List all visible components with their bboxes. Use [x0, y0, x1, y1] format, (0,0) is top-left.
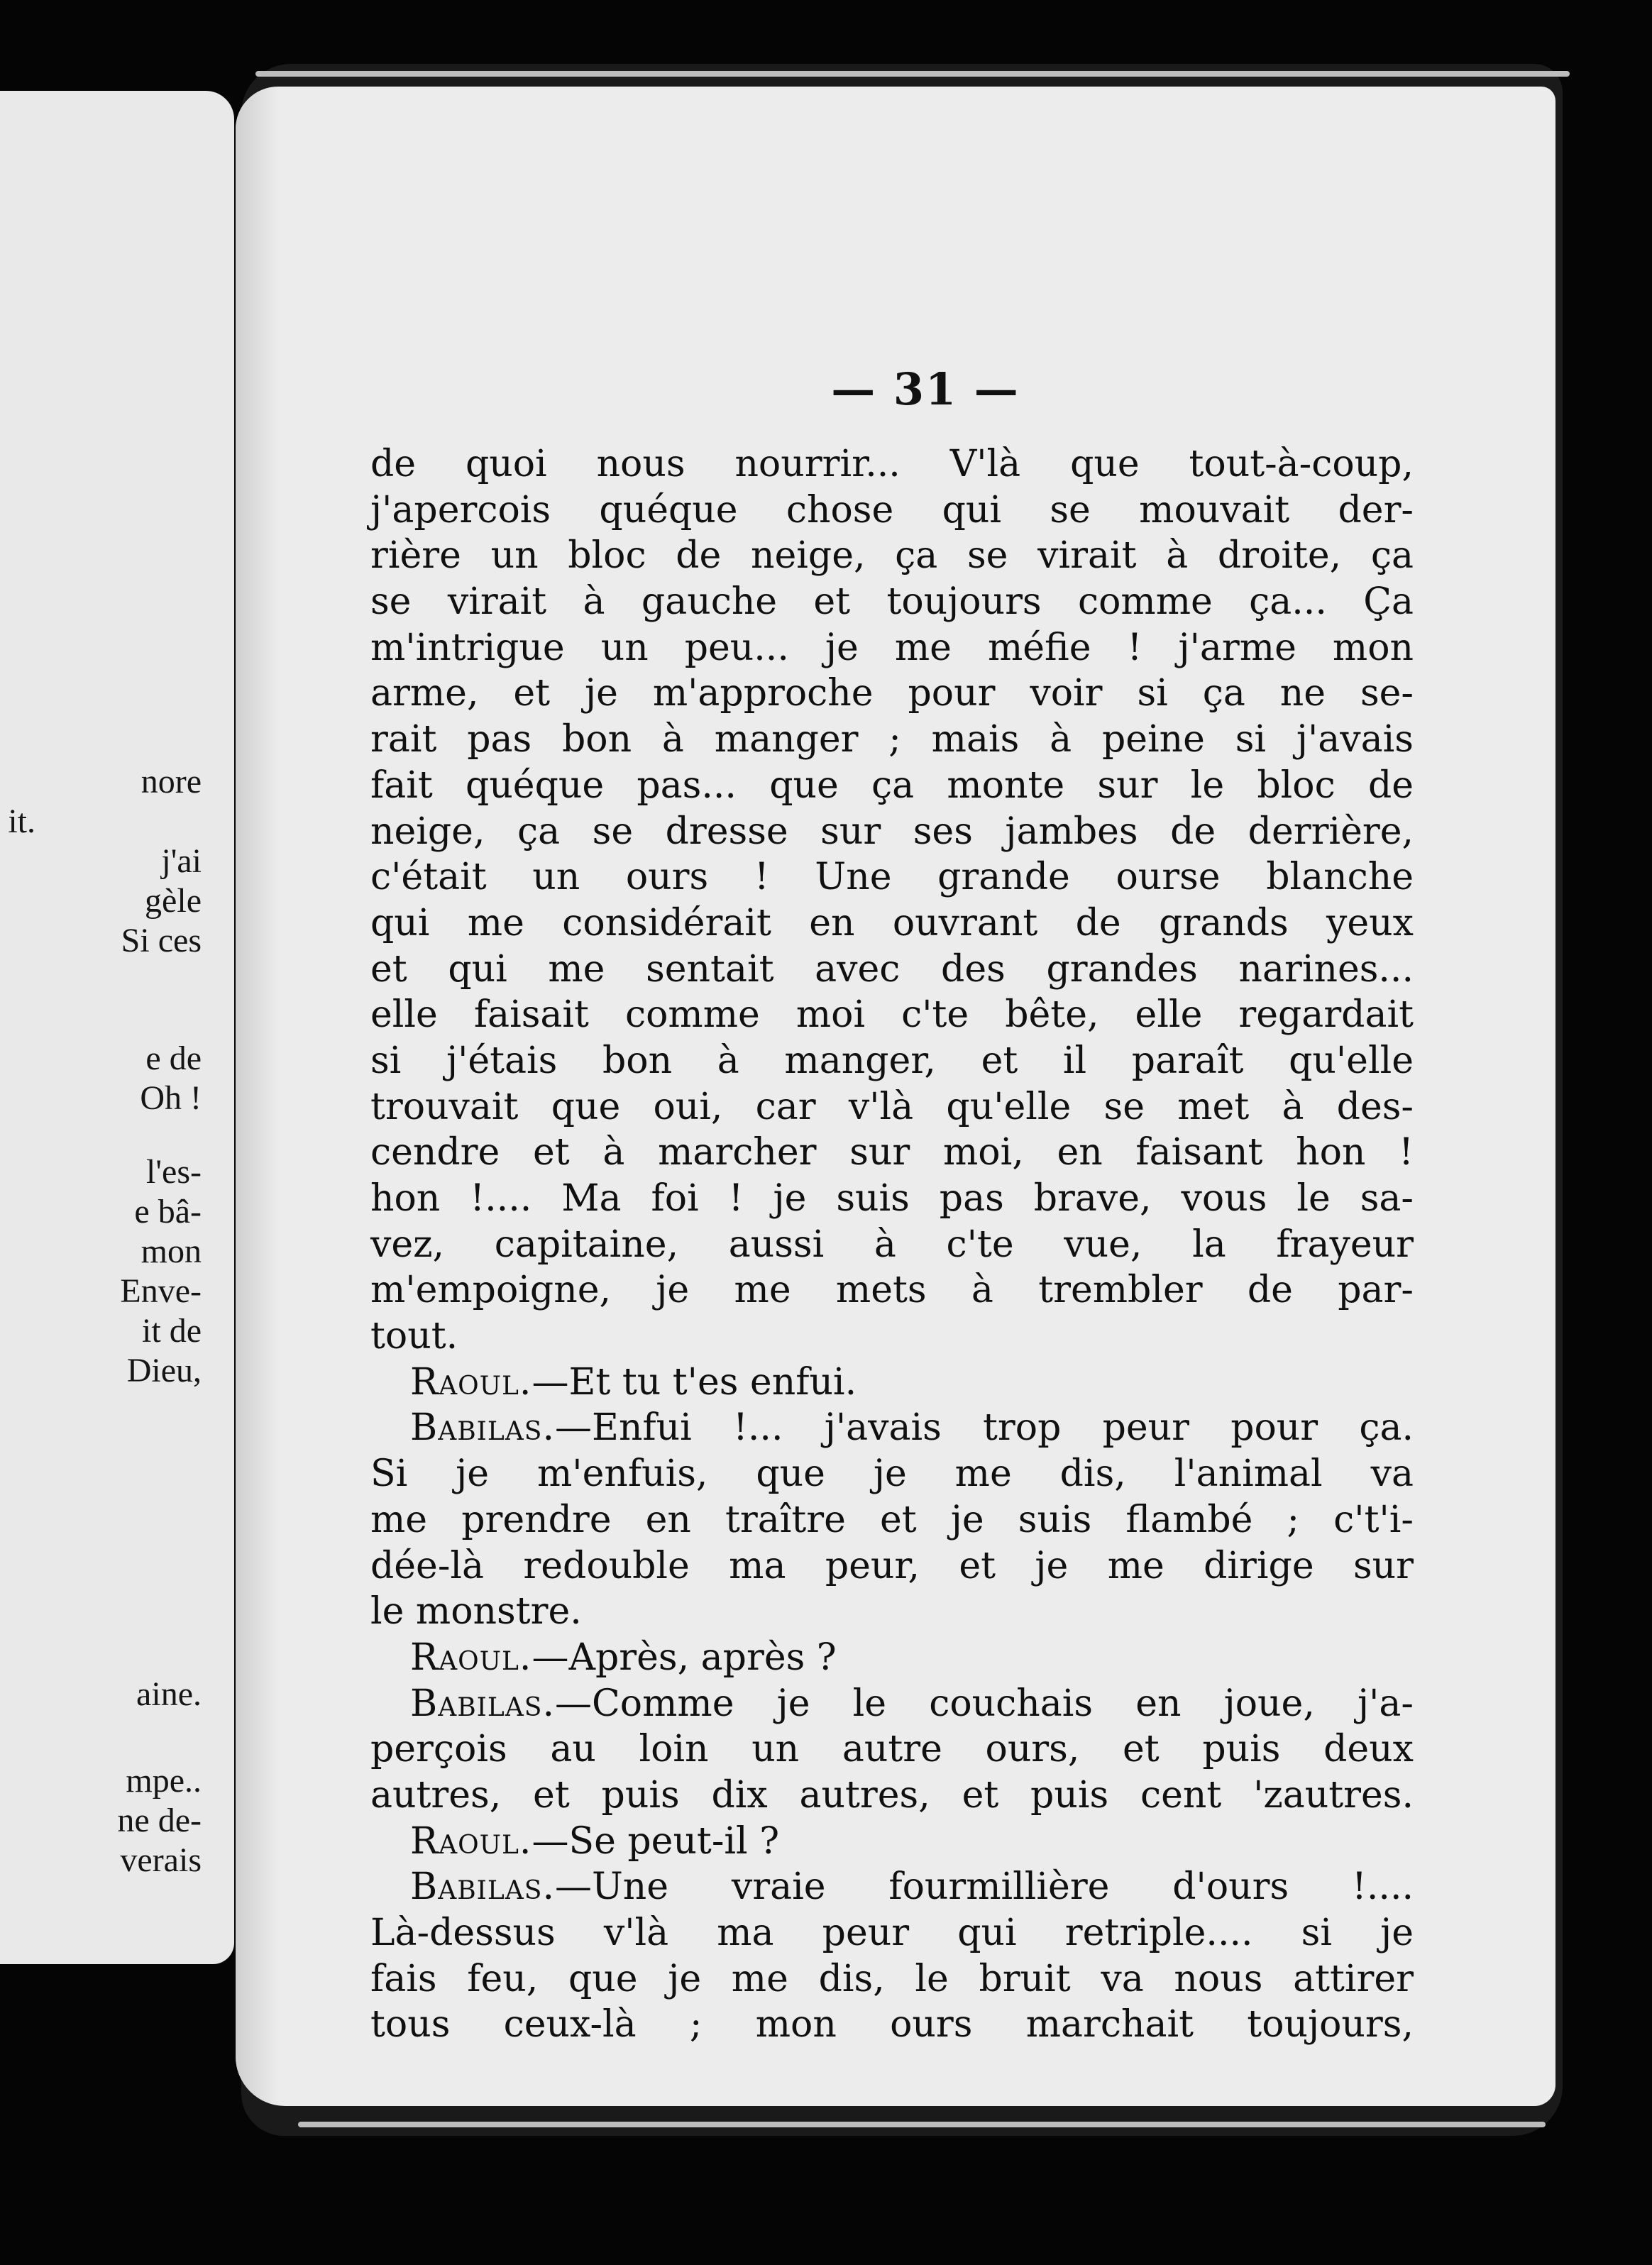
text-line: c'était un ours ! Une grande ourse blanche [370, 856, 1414, 899]
text-line: perçois au loin un autre ours, et puis deux [370, 1728, 1414, 1771]
text-line: si j'étais bon à manger, et il paraît qu'elle [370, 1039, 1414, 1082]
dialogue-line [370, 1635, 1414, 1681]
speaker-name: Raoul. [410, 1636, 532, 1679]
dialogue-line [370, 1819, 1414, 1865]
left-page-fragment: aine. [136, 1675, 202, 1713]
text-line: m'empoigne, je me mets à trembler de par- [370, 1269, 1414, 1312]
text-line: dée-là redouble ma peur, et je me dirige sur [370, 1544, 1414, 1587]
left-page-fragment: ne de- [117, 1802, 202, 1839]
dialogue-text: —Comme je le couchais en joue, j'a- [554, 1682, 1414, 1725]
text-line: rière un bloc de neige, ça se virait à droite, ça [370, 534, 1414, 578]
text-line: fais feu, que je me dis, le bruit va nous attirer [370, 1957, 1414, 2000]
book-page [236, 87, 1555, 2106]
text-line: trouvait que oui, car v'là qu'elle se met à des- [370, 1085, 1414, 1128]
left-page-fragment: nore [141, 763, 202, 800]
dialogue-text: —Enfui !... j'avais trop peur pour ça. [554, 1406, 1414, 1450]
text-line: qui me considérait en ouvrant de grands yeux [370, 901, 1414, 944]
left-page-fragment: Dieu, [126, 1352, 202, 1389]
page-gutter-shadow [236, 87, 278, 2106]
text-line: autres, et puis dix autres, et puis cent 'zautres. [370, 1773, 1414, 1817]
text-line: elle faisait comme moi c'te bête, elle regardait [370, 993, 1414, 1037]
left-page-fragment: Oh ! [140, 1079, 202, 1117]
text-line: cendre et à marcher sur moi, en faisant hon ! [370, 1131, 1414, 1174]
left-page-fragment: Enve- [120, 1272, 202, 1310]
dialogue-line [370, 1405, 1414, 1451]
dialogue-line [370, 1681, 1414, 1727]
text-line: hon !.... Ma foi ! je suis pas brave, vous le sa- [370, 1177, 1414, 1220]
text-line: et qui me sentait avec des grandes narines... [370, 947, 1414, 991]
text-line: rait pas bon à manger ; mais à peine si j'avais [370, 718, 1414, 761]
text-line: tous ceux-là ; mon ours marchait toujours, [370, 2003, 1414, 2046]
left-page-fragment: it de [142, 1312, 202, 1350]
dialogue-text: —Se peut-il ? [532, 1819, 780, 1863]
text-line: de quoi nous nourrir... V'là que tout-à-coup, [370, 443, 1414, 485]
left-page-fragment: e de [145, 1040, 202, 1077]
text-line: vez, capitaine, aussi à c'te vue, la frayeur [370, 1223, 1414, 1266]
text-line: Là-dessus v'là ma peur qui retriple.... si je [370, 1912, 1414, 1954]
page-text [370, 441, 1414, 2048]
page-number: — 31 — [831, 363, 1020, 415]
dialogue-line [370, 1360, 1414, 1406]
text-line: le monstre. [370, 1590, 582, 1633]
dialogue-text: —Une vraie fourmillière d'ours !.... [554, 1866, 1414, 1909]
left-page-fragment: e bâ- [134, 1193, 202, 1230]
text-line: j'apercois quéque chose qui se mouvait der- [370, 488, 1414, 531]
text-line: neige, ça se dresse sur ses jambes de derrière, [370, 810, 1414, 853]
dialogue-line [370, 1864, 1414, 1910]
text-line: tout. [370, 1315, 458, 1358]
left-page [0, 91, 234, 1964]
speaker-name: Raoul. [410, 1360, 532, 1404]
left-page-fragment: l'es- [146, 1153, 202, 1191]
left-page-fragment: j'ai [161, 842, 202, 880]
text-line: Si je m'enfuis, que je me dis, l'animal va [370, 1453, 1414, 1496]
left-page-fragment: Si ces [121, 922, 202, 959]
speaker-name: Raoul. [410, 1819, 532, 1863]
left-page-fragment: it. [8, 803, 35, 840]
left-page-fragment: gèle [145, 882, 202, 920]
speaker-name: Babilas. [410, 1682, 555, 1725]
page-edge-line [255, 71, 1570, 77]
text-line: se virait à gauche et toujours comme ça... Ça [370, 580, 1414, 624]
text-line: arme, et je m'approche pour voir si ça ne se- [370, 672, 1414, 715]
speaker-name: Babilas. [410, 1406, 555, 1450]
dialogue-text: —Et tu t'es enfui. [532, 1360, 857, 1404]
page-edge-line [298, 2122, 1546, 2127]
text-line: fait quéque pas... que ça monte sur le bloc de [370, 764, 1414, 807]
left-page-fragment: mpe.. [126, 1762, 202, 1800]
dialogue-text: —Après, après ? [532, 1636, 837, 1679]
text-line: m'intrigue un peu... je me méfie ! j'arme mon [370, 626, 1414, 669]
left-page-fragment: verais [120, 1841, 202, 1879]
left-page-fragment: mon [141, 1233, 202, 1270]
speaker-name: Babilas. [410, 1866, 555, 1909]
text-line: me prendre en traître et je suis flambé ; c't'i- [370, 1498, 1414, 1541]
